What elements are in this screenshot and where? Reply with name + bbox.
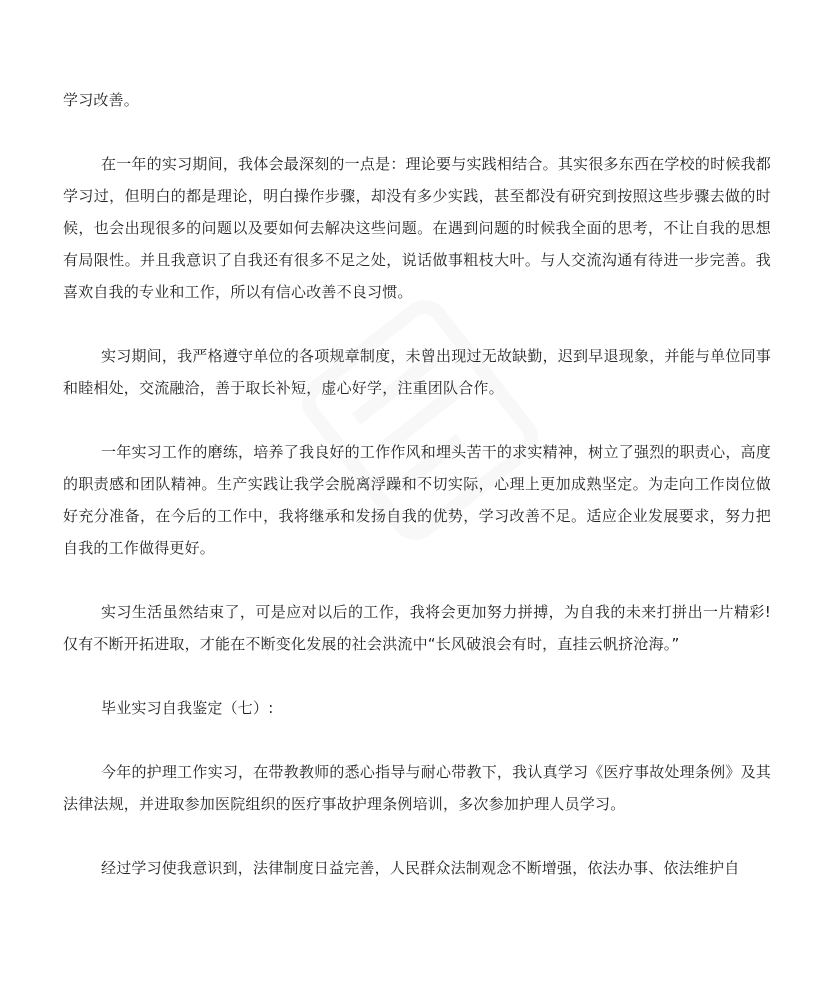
paragraph-growth: 一年实习工作的磨练，培养了我良好的工作作风和埋头苦干的求实精神，树立了强烈的职责心，高度的职责感和团队精神。生产实践让我学会脱离浮躁和不切实际，心理上更加成熟坚定。为走向工作岗位做好充分准备，在今后的工作中，我将继承和发扬自我的优势，学习改善不足。适应企业发展要求，努力把自我的工作做得更好。 [63, 443, 771, 557]
paragraph-nursing-study: 今年的护理工作实习，在带教教师的悉心指导与耐心带教下，我认真学习《医疗事故处理条例》及其法律法规，并进取参加医院组织的医疗事故护理条例培训，多次参加护理人员学习。 [63, 763, 771, 813]
paragraph-law-awareness: 经过学习使我意识到，法律制度日益完善，人民群众法制观念不断增强，依法办事、依法维护自 [101, 859, 740, 877]
document-body [63, 84, 771, 916]
paragraph-continuation: 学习改善。 [63, 91, 140, 109]
paragraph-future: 实习生活虽然结束了，可是应对以后的工作，我将会更加努力拼搏，为自我的未来打拼出一片精彩!仅有不断开拓进取，才能在不断变化发展的社会洪流中“长风破浪会有时，直挂云帆挤沧海。” [63, 603, 771, 653]
section-heading: 毕业实习自我鉴定（七）: [101, 699, 274, 717]
paragraph-theory-practice: 在一年的实习期间，我体会最深刻的一点是：理论要与实践相结合。其实很多东西在学校的时候我都学习过，但明白的都是理论，明白操作步骤，却没有多少实践，甚至都没有研究到按照这些步骤去做的时候，也会出现很多的问题以及要如何去解决这些问题。在遇到问题的时候我全面的思考，不让自我的思想有局限性。并且我意识了自我还有很多不足之处，说话做事粗枝大叶。与人交流沟通有待进一步完善。我喜欢自我的专业和工作，所以有信心改善不良习惯。 [63, 155, 771, 301]
paragraph-discipline: 实习期间，我严格遵守单位的各项规章制度，未曾出现过无故缺勤，迟到早退现象，并能与单位同事和睦相处，交流融洽，善于取长补短，虚心好学，注重团队合作。 [63, 347, 771, 397]
